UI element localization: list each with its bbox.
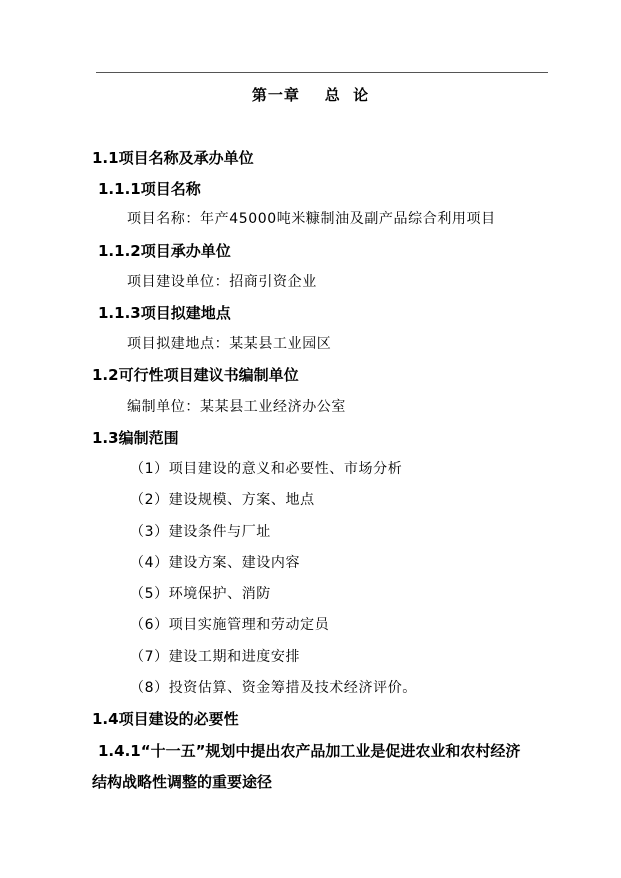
scope-item: （7）建设工期和进度安排 [130,649,301,665]
scope-item: （5）环境保护、消防 [130,586,271,602]
subsection-heading-1-4-1-line2: 结构战略性调整的重要途径 [92,773,273,791]
scope-item: （4）建设方案、建设内容 [130,555,301,571]
compiler-text: 编制单位：某某县工业经济办公室 [127,399,346,415]
chapter-title: 第一章 总 论 [251,86,370,104]
scope-item: （1）项目建设的意义和必要性、市场分析 [130,461,403,477]
scope-item: （8）投资估算、资金筹措及技术经济评价。 [130,680,417,696]
section-heading-1-2: 1.2可行性项目建议书编制单位 [92,366,299,384]
project-name-text: 项目名称：年产45000吨米糠制油及副产品综合利用项目 [127,211,496,227]
scope-item: （6）项目实施管理和劳动定员 [130,617,330,633]
header-rule [96,72,548,73]
scope-item: （2）建设规模、方案、地点 [130,492,315,508]
project-organizer-text: 项目建设单位：招商引资企业 [127,274,317,290]
section-heading-1-1: 1.1项目名称及承办单位 [92,149,254,167]
section-heading-1-4: 1.4项目建设的必要性 [92,710,239,728]
subsection-heading-1-1-3: 1.1.3项目拟建地点 [98,304,231,322]
scope-item: （3）建设条件与厂址 [130,524,271,540]
subsection-heading-1-1-1: 1.1.1项目名称 [98,180,201,198]
section-heading-1-3: 1.3编制范围 [92,429,179,447]
subsection-heading-1-4-1-line1: 1.4.1“十一五”规划中提出农产品加工业是促进农业和农村经济 [98,742,521,760]
project-site-text: 项目拟建地点：某某县工业园区 [127,336,332,352]
subsection-heading-1-1-2: 1.1.2项目承办单位 [98,242,231,260]
